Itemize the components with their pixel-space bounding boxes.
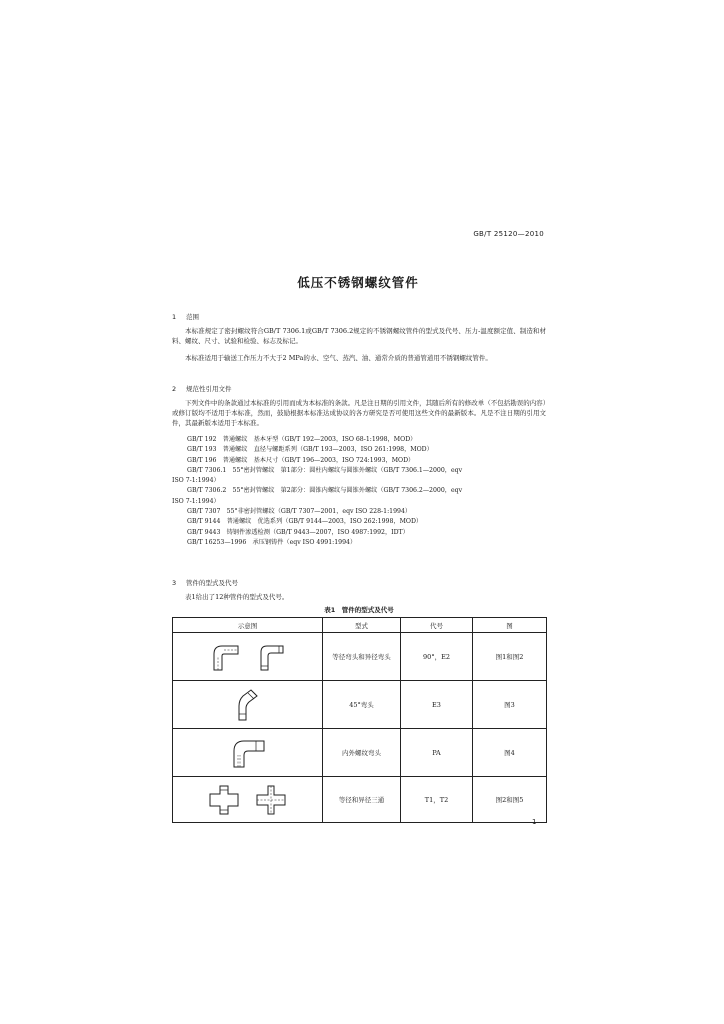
section-3-intro: 表1给出了12种管件的型式及代号。 xyxy=(185,593,289,601)
page-number: 1 xyxy=(532,818,537,826)
section-1-heading xyxy=(172,312,199,321)
section-2-heading xyxy=(172,384,232,393)
elbow-90-icon xyxy=(210,642,240,672)
table-1-caption: 表1 管件的型式及代号 xyxy=(324,606,394,614)
section-2-title: 规范性引用文件 xyxy=(186,385,232,393)
header-type: 型式 xyxy=(323,618,401,633)
figure-cell: 图1和图2 xyxy=(473,633,547,681)
section-2-number: 2 xyxy=(172,385,177,393)
table-header-row xyxy=(173,618,547,633)
table-row xyxy=(173,633,547,681)
section-3-number: 3 xyxy=(172,579,177,587)
reference-item: GB/T 193 普通螺纹 直径与螺距系列（GB/T 193—2003，ISO 261:1998，MOD） xyxy=(187,446,433,454)
fittings-table xyxy=(172,617,547,823)
tee-reducing-icon xyxy=(255,784,287,816)
figure-cell: 图2和图5 xyxy=(473,777,547,823)
code-cell: PA xyxy=(401,729,473,777)
reference-item: GB/T 7306.2 55°密封管螺纹 第2部分：圆锥内螺纹与圆锥外螺纹（GB/T 7306.2—2000，eqv xyxy=(187,487,463,495)
section-1-number: 1 xyxy=(172,313,177,321)
figure-cell: 图4 xyxy=(473,729,547,777)
reference-item-continuation: ISO 7-1:1994） xyxy=(172,497,220,505)
diagram-cell xyxy=(173,633,323,681)
reference-item-continuation: ISO 7-1:1994） xyxy=(172,477,220,485)
reference-list xyxy=(172,435,546,548)
reference-item: GB/T 192 普通螺纹 基本牙型（GB/T 192—2003，ISO 68-1:1998，MOD） xyxy=(187,436,417,443)
header-figure: 图 xyxy=(473,618,547,633)
table-row xyxy=(173,729,547,777)
figure-cell: 图3 xyxy=(473,681,547,729)
section-1-paragraph-2: 本标准适用于输送工作压力不大于2 MPa的水、空气、蒸汽、油、通常介质的普通管道用不锈钢螺纹管件。 xyxy=(185,354,492,362)
reference-item: GB/T 9443 铸钢件渗透检测（GB/T 9443—2007，ISO 4987:1992，IDT） xyxy=(187,528,409,536)
section-2-intro: 下列文件中的条款通过本标准的引用而成为本标准的条款。凡是注日期的引用文件，其随后所有的修改单（不包括勘误的内容）或修订版均不适用于本标准，然而，鼓励根据本标准达成协议的各方研究是否可使用这些文件的最新版本。凡是不注日期的引用文件，其最新版本适用于本标准。 xyxy=(172,399,546,427)
type-cell: 等径和异径三通 xyxy=(323,777,401,823)
diagram-cell xyxy=(173,777,323,823)
elbow-45-icon xyxy=(233,688,263,722)
type-cell: 等径弯头和异径弯头 xyxy=(323,633,401,681)
standard-code: GB/T 25120—2010 xyxy=(473,230,544,238)
tee-icon xyxy=(208,784,240,816)
section-3-title: 管件的型式及代号 xyxy=(186,579,238,587)
header-diagram: 示意图 xyxy=(173,618,323,633)
type-cell: 内外螺纹弯头 xyxy=(323,729,401,777)
reference-item: GB/T 7307 55°非密封管螺纹（GB/T 7307—2001，eqv ISO 228-1:1994） xyxy=(187,508,412,516)
document-title: 低压不锈钢螺纹管件 xyxy=(297,275,419,290)
reference-item: GB/T 7306.1 55°密封管螺纹 第1部分：圆柱内螺纹与圆锥外螺纹（GB/T 7306.1—2000，eqv xyxy=(187,466,463,474)
header-code: 代号 xyxy=(401,618,473,633)
elbow-90-reducing-icon xyxy=(255,642,285,672)
code-cell: T1，T2 xyxy=(401,777,473,823)
reference-item: GB/T 9144 普通螺纹 优选系列（GB/T 9144—2003，ISO 262:1998，MOD） xyxy=(187,518,423,526)
code-cell: E3 xyxy=(401,681,473,729)
section-3-heading xyxy=(172,578,238,587)
diagram-cell xyxy=(173,681,323,729)
table-row xyxy=(173,681,547,729)
reference-item: GB/T 16253—1996 承压钢铸件（eqv ISO 4991:1994） xyxy=(187,538,357,546)
table-row xyxy=(173,777,547,823)
reference-item: GB/T 196 普通螺纹 基本尺寸（GB/T 196—2003，ISO 724:1993，MOD） xyxy=(187,456,415,464)
diagram-cell xyxy=(173,729,323,777)
code-cell: 90°，E2 xyxy=(401,633,473,681)
section-1-paragraph-1: 本标准规定了密封螺纹符合GB/T 7306.1或GB/T 7306.2规定的不锈钢螺纹管件的型式及代号、压力-温度额定值、制造和材料、螺纹、尺寸、试验和检验、标志及标记。 xyxy=(172,327,546,345)
type-cell: 45°弯头 xyxy=(323,681,401,729)
section-1-title: 范围 xyxy=(186,313,199,321)
street-elbow-icon xyxy=(230,737,266,769)
